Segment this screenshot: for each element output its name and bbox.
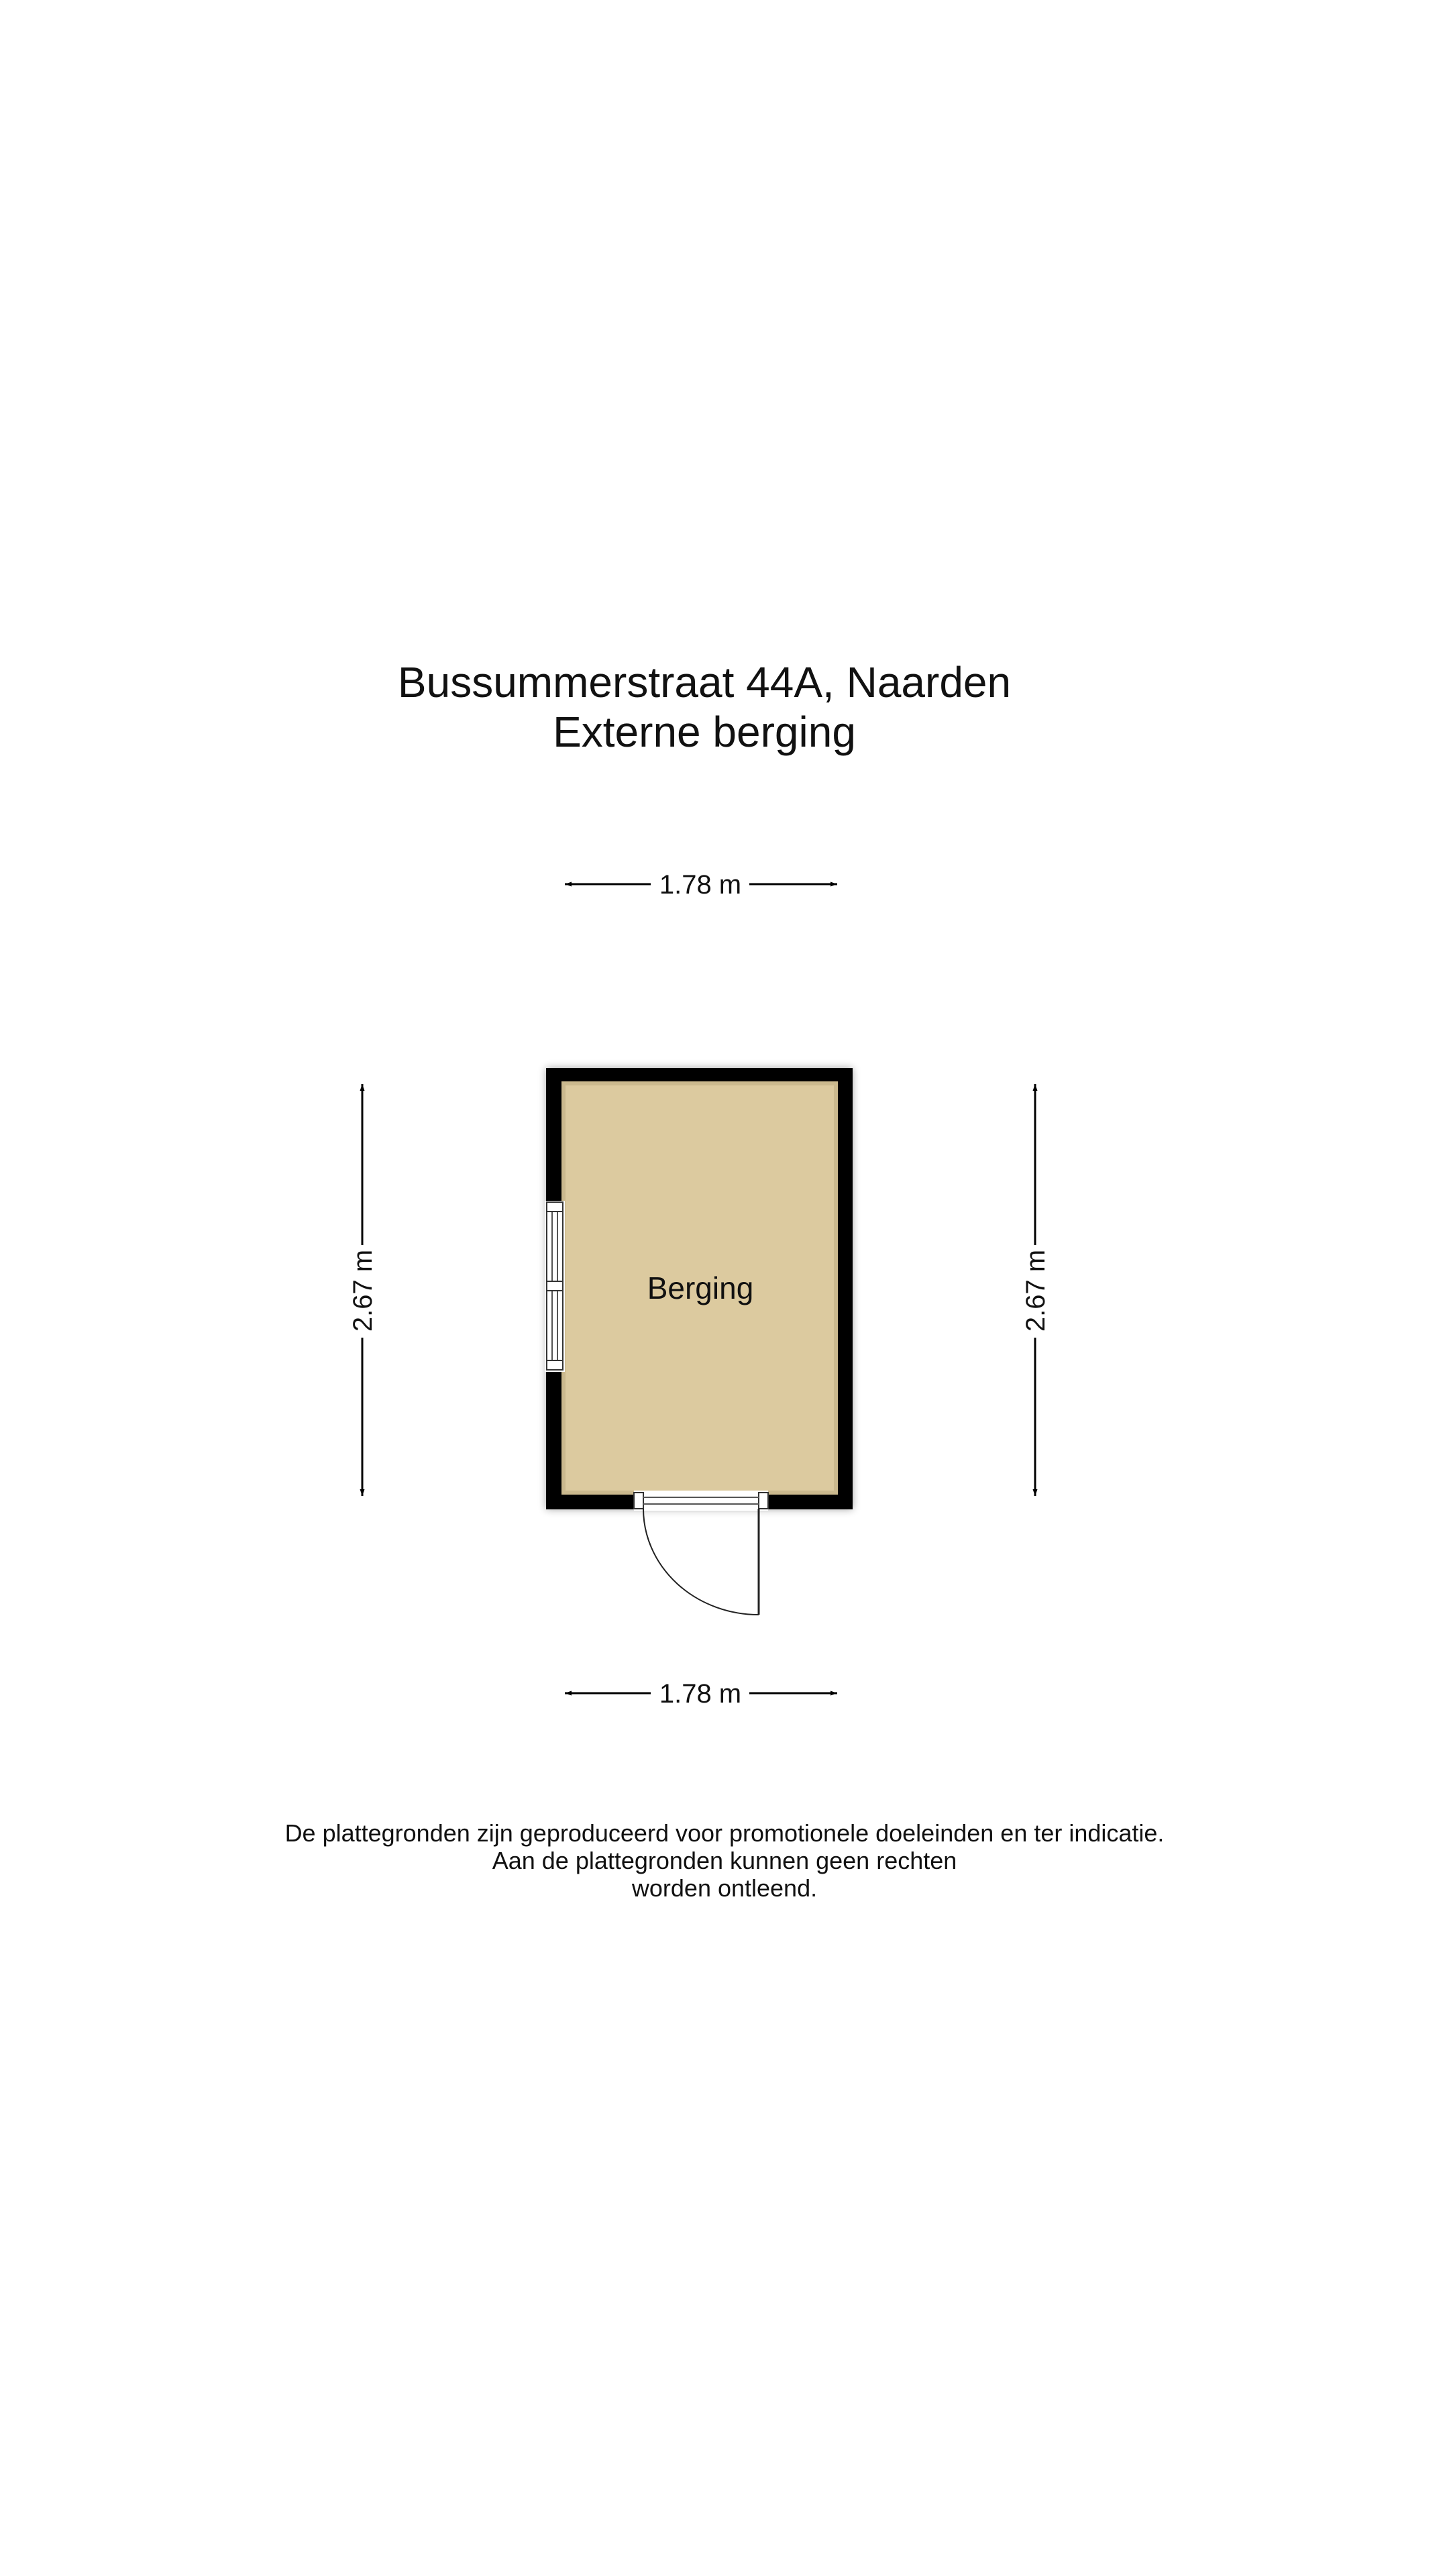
dimension-left [348, 1084, 378, 1496]
door-swing-arc [643, 1509, 759, 1615]
door-jamb-right [759, 1493, 768, 1509]
disclaimer-line-2: Aan de plattegronden kunnen geen rechten [492, 1847, 957, 1874]
window-sill-bottom [547, 1360, 563, 1370]
window-left [545, 1201, 565, 1372]
window-sill-top [547, 1202, 563, 1212]
disclaimer-line-3: worden ontleend. [631, 1874, 818, 1902]
dimension-right-label: 2.67 m [1021, 1249, 1051, 1332]
dimension-left-label: 2.67 m [348, 1249, 378, 1332]
dimension-top-label: 1.78 m [659, 870, 742, 900]
dimension-top [565, 870, 837, 900]
dimension-bottom [565, 1679, 837, 1709]
dimension-right [1021, 1084, 1051, 1496]
disclaimer [0, 1819, 1449, 1902]
door-opening [634, 1491, 768, 1511]
plan-subtitle: Externe berging [553, 708, 856, 756]
address-title: Bussummerstraat 44A, Naarden [397, 658, 1012, 706]
dimension-bottom-label: 1.78 m [659, 1679, 742, 1709]
disclaimer-line-1: De plattegronden zijn geproduceerd voor promotionele doeleinden en ter indicatie. [284, 1819, 1165, 1847]
door-bottom [634, 1491, 768, 1615]
room-label: Berging [647, 1271, 754, 1305]
door-jamb-left [634, 1493, 643, 1509]
window-mullion [547, 1281, 563, 1291]
